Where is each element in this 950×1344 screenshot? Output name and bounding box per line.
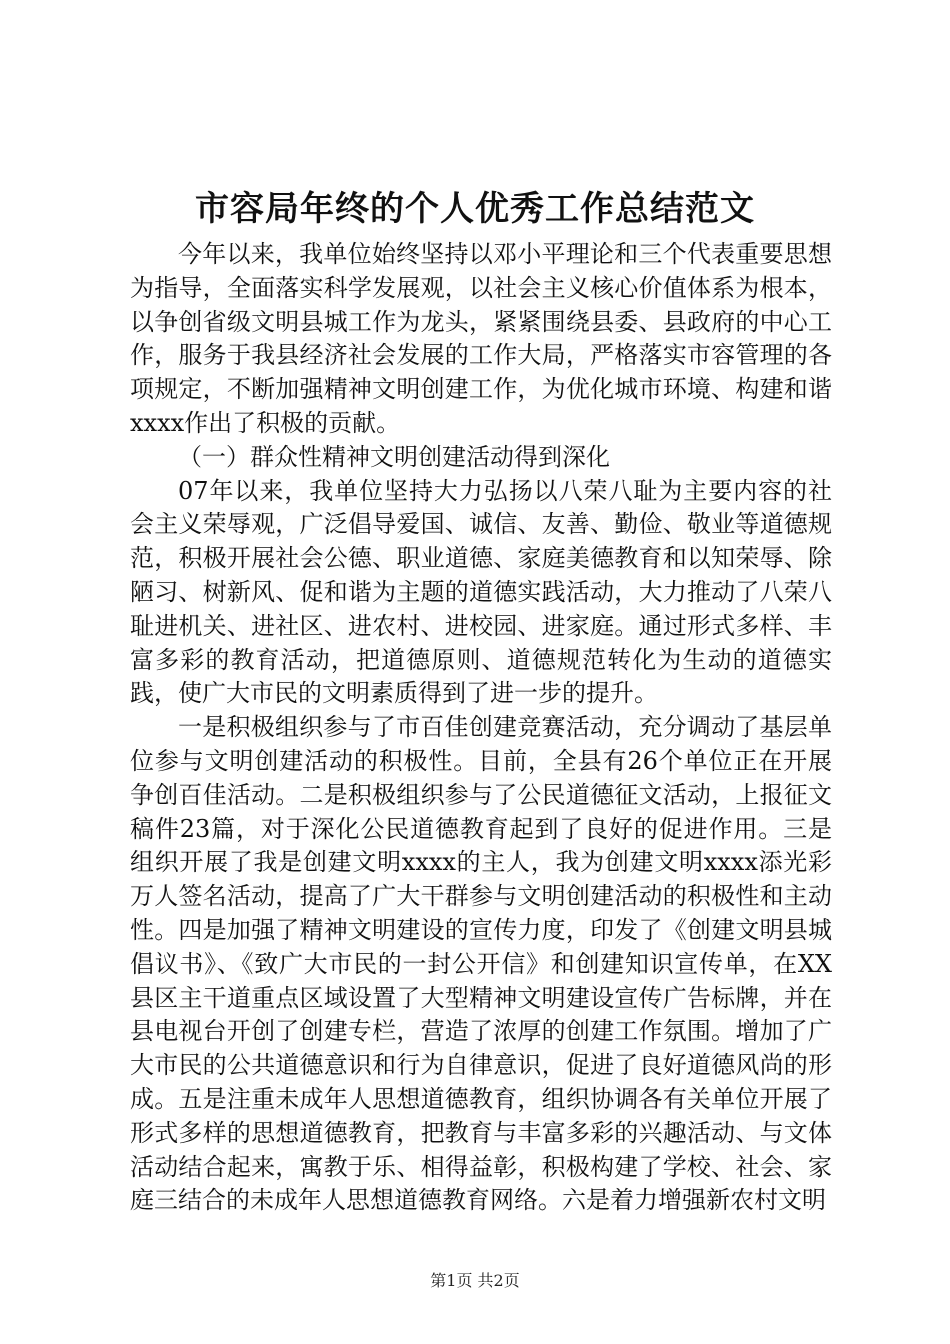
page-footer: 第1页 共2页 [430,1271,520,1290]
paragraph-section-1: 07年以来，我单位坚持大力弘扬以八荣八耻为主要内容的社会主义荣辱观，广泛倡导爱国、诚信、友善、勤俭、敬业等道德规范，积极开展社会公德、职业道德、家庭美德教育和以知荣辱、除陋习、树新风、促和谐为主题的道德实践活动，大力推动了八荣八耻进机关、进社区、进农村、进校园、进家庭。通过形式多样、丰富多彩的教育活动，把道德原则、道德规范转化为生动的道德实践，使广大市民的文明素质得到了进一步的提升。 [130,476,832,708]
document-body [130,238,832,1218]
paragraph-intro: 今年以来，我单位始终坚持以邓小平理论和三个代表重要思想为指导，全面落实科学发展观，以社会主义核心价值体系为根本，以争创省级文明县城工作为龙头，紧紧围绕县委、县政府的中心工作，服务于我县经济社会发展的工作大局，严格落实市容管理的各项规定，不断加强精神文明创建工作，为优化城市环境、构建和谐xxxx作出了积极的贡献。 [130,240,832,437]
section-heading: （一）群众性精神文明创建活动得到深化 [178,442,610,471]
document-title: 市容局年终的个人优秀工作总结范文 [195,189,755,229]
paragraph-section-2: 一是积极组织参与了市百佳创建竞赛活动，充分调动了基层单位参与文明创建活动的积极性。目前，全县有26个单位正在开展争创百佳活动。二是积极组织参与了公民道德征文活动，上报征文稿件23篇，对于深化公民道德教育起到了良好的促进作用。三是组织开展了我是创建文明xxxx的主人，我为创建文明xxxx添光彩万人签名活动，提高了广大干群参与文明创建活动的积极性和主动性。四是加强了精神文明建设的宣传力度，印发了《创建文明县城倡议书》、《致广大市民的一封公开信》和创建知识宣传单，在XX县区主干道重点区域设置了大型精神文明建设宣传广告标牌，并在县电视台开创了创建专栏，营造了浓厚的创建工作氛围。增加了广大市民的公共道德意识和行为自律意识，促进了良好道德风尚的形成。五是注重未成年人思想道德教育，组织协调各有关单位开展了形式多样的思想道德教育，把教育与丰富多彩的兴趣活动、与文体活动结合起来，寓教于乐、相得益彰，积极构建了学校、社会、家庭三结合的未成年人思想道德教育网络。六是着力增强新农村文明 [130,713,832,1215]
